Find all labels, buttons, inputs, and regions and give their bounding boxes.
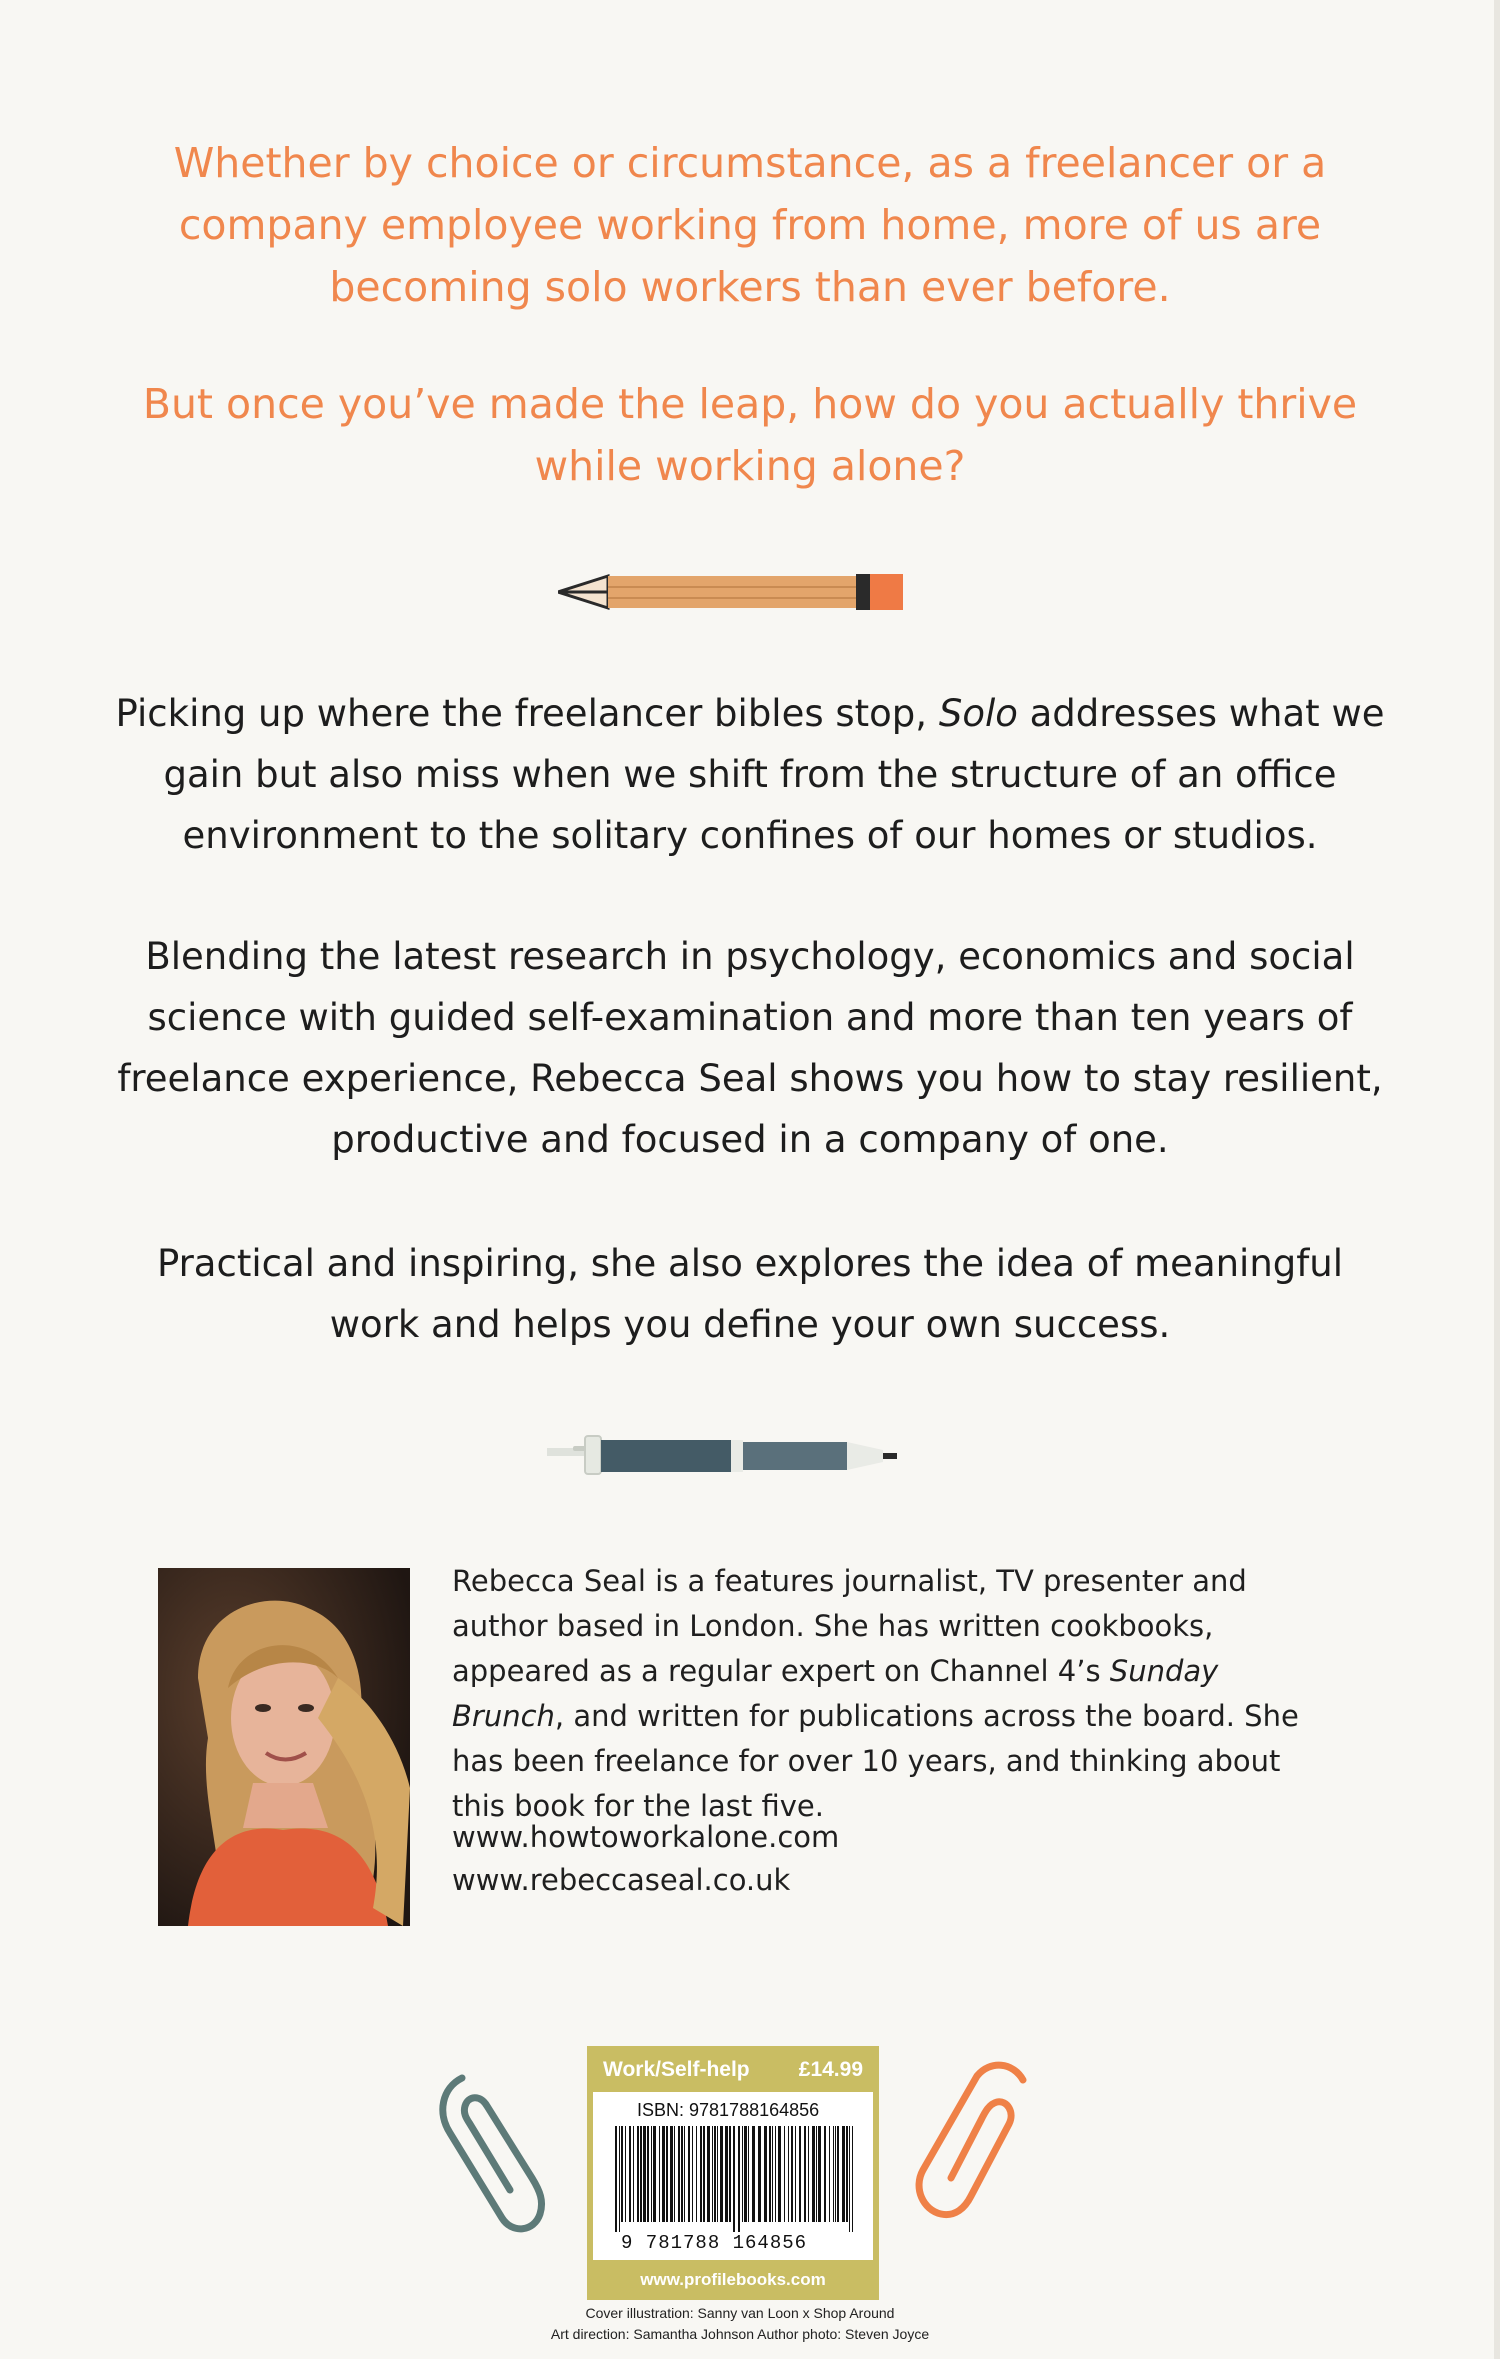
barcode-bar — [784, 2126, 785, 2222]
barcode-bar — [714, 2126, 716, 2222]
barcode-bar — [678, 2126, 680, 2222]
barcode-bar — [852, 2126, 853, 2232]
cover-edge — [1494, 0, 1500, 2359]
barcode-bar — [625, 2126, 626, 2222]
intro-paragraph-1: Whether by choice or circumstance, as a freelancer or a company employee working from home, more of us are becoming solo workers than ever before. — [173, 139, 1327, 311]
barcode-bar — [659, 2126, 660, 2222]
barcode-bar — [837, 2126, 839, 2222]
barcode-bar — [653, 2126, 656, 2222]
barcode-bar — [729, 2126, 731, 2222]
barcode-bar — [791, 2126, 793, 2222]
isbn-digits: 9 781788 164856 — [621, 2232, 808, 2254]
description-paragraph-2: Blending the latest research in psychology, economics and social science with guided self-examination and more than ten years of freelance experience, Rebecca Seal shows you how to stay resilient, productive and focused in a company of one. — [117, 935, 1383, 1161]
barcode-bar — [742, 2126, 743, 2222]
barcode — [613, 2126, 858, 2232]
barcode-bar — [816, 2126, 817, 2222]
barcode-bar — [712, 2126, 713, 2222]
description-paragraph-1 — [110, 683, 1390, 866]
barcode-bar — [651, 2126, 652, 2222]
tv-show-title: Sunday Brunch — [452, 1654, 1219, 1733]
barcode-bar — [812, 2126, 815, 2222]
barcode-bar — [846, 2126, 848, 2222]
barcode-bar — [795, 2126, 796, 2222]
credits-line-2: Art direction: Samantha Johnson Author photo: Steven Joyce — [550, 2326, 930, 2342]
barcode-bar — [684, 2126, 685, 2222]
barcode-bar — [629, 2126, 631, 2222]
barcode-bar — [799, 2126, 801, 2222]
barcode-bar — [703, 2126, 705, 2222]
author-bio — [452, 1559, 1332, 1829]
description-text: Picking up where the freelancer bibles stop, — [115, 692, 939, 735]
price-label: £14.99 — [798, 2058, 863, 2081]
barcode-bar — [842, 2126, 845, 2222]
intro-paragraph-2: But once you’ve made the leap, how do you actually thrive while working alone? — [142, 380, 1358, 490]
barcode-bar — [833, 2126, 834, 2222]
barcode-bar — [733, 2126, 735, 2232]
barcode-bar — [692, 2126, 693, 2222]
barcode-bar — [775, 2126, 776, 2222]
barcode-area — [593, 2092, 873, 2260]
book-title-inline: Solo — [938, 692, 1018, 735]
barcode-bar — [804, 2126, 806, 2222]
barcode-bar — [662, 2126, 665, 2222]
pencil-illustration — [558, 568, 903, 616]
barcode-bar — [643, 2126, 646, 2222]
barcode-bar — [772, 2126, 773, 2222]
barcode-bar — [696, 2126, 697, 2222]
description-paragraph-3: Practical and inspiring, she also explores the idea of meaningful work and helps you define your own success. — [156, 1242, 1344, 1346]
paperclip-right-illustration — [905, 2050, 1040, 2230]
price-barcode-box — [587, 2046, 879, 2300]
barcode-bar — [725, 2126, 728, 2222]
barcode-bar — [674, 2126, 675, 2222]
barcode-bar — [808, 2126, 809, 2222]
barcode-bar — [835, 2126, 836, 2222]
description-text: addresses what we gain but also miss when we shift from the structure of an office environment to the solitary confines of our homes or studios. — [163, 692, 1385, 857]
publisher-website[interactable]: www.profilebooks.com — [640, 2270, 826, 2289]
bio-text: Rebecca Seal is a features journalist, TV presenter and author based in London. She has written cookbooks, appeared as a regular expert on Channel 4’s — [452, 1564, 1247, 1688]
isbn-label: ISBN: 9781788164856 — [637, 2100, 820, 2120]
barcode-bar — [824, 2126, 826, 2222]
barcode-bar — [637, 2126, 639, 2222]
price-row — [587, 2046, 879, 2092]
barcode-bar — [707, 2126, 710, 2222]
barcode-bar — [748, 2126, 749, 2222]
barcode-bar — [647, 2126, 649, 2222]
barcode-bar — [764, 2126, 767, 2222]
barcode-bar — [619, 2126, 620, 2232]
barcode-bar — [640, 2126, 642, 2222]
barcode-bar — [688, 2126, 690, 2222]
barcode-bar — [829, 2126, 830, 2222]
barcode-bar — [700, 2126, 702, 2222]
author-photo — [158, 1568, 410, 1926]
website-link[interactable]: www.howtoworkalone.com — [452, 1820, 840, 1854]
barcode-bar — [666, 2126, 668, 2222]
barcode-bar — [717, 2126, 718, 2222]
barcode-bar — [758, 2126, 761, 2222]
cover-credits — [480, 2303, 1000, 2345]
category-label: Work/Self-help — [603, 2058, 750, 2081]
paperclip-left-illustration — [432, 2058, 552, 2238]
credits-line-1: Cover illustration: Sanny van Loon x Shop Around — [585, 2305, 895, 2321]
barcode-bar — [670, 2126, 673, 2222]
website-link[interactable]: www.rebeccaseal.co.uk — [452, 1863, 791, 1897]
barcode-bar — [769, 2126, 771, 2222]
barcode-bar — [778, 2126, 781, 2222]
barcode-bar — [621, 2126, 623, 2222]
barcode-bar — [818, 2126, 821, 2222]
bio-text: , and written for publications across the board. She has been freelance for over 10 years, and thinking about this book for the last five. — [452, 1699, 1299, 1823]
barcode-bar — [744, 2126, 747, 2222]
barcode-bar — [633, 2126, 634, 2222]
barcode-bar — [752, 2126, 755, 2222]
barcode-bar — [849, 2126, 850, 2232]
barcode-bar — [720, 2126, 723, 2222]
barcode-bar — [681, 2126, 683, 2222]
barcode-bar — [738, 2126, 740, 2232]
author-websites — [452, 1816, 839, 1902]
barcode-bar — [788, 2126, 789, 2222]
pen-illustration — [545, 1424, 920, 1484]
barcode-bar — [615, 2126, 617, 2232]
